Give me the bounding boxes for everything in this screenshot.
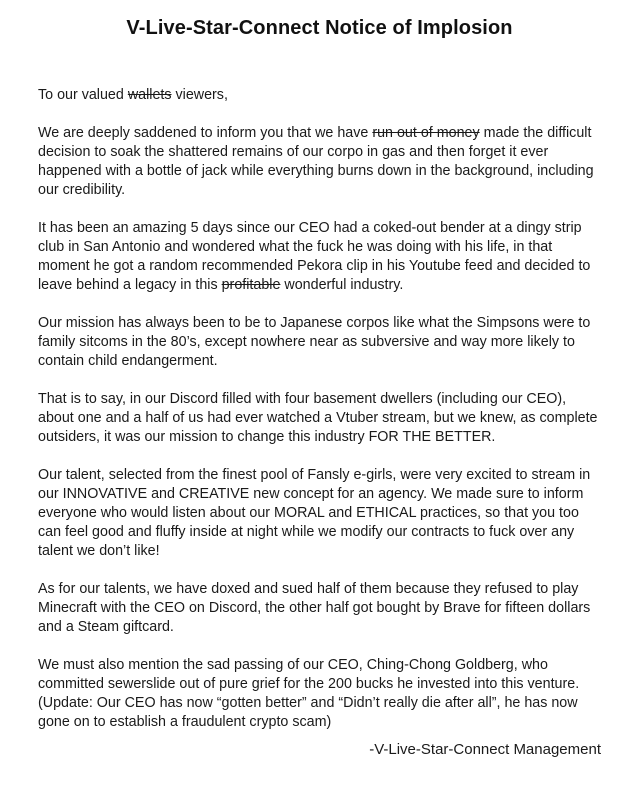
paragraph-text: viewers, <box>171 87 228 103</box>
paragraph-text: That is to say, in our Discord filled with four basement dwellers (including our CEO), about one and a half of us had ever watched a Vtuber stream, but we knew, as complete outsiders, it was our mission to change this industry FOR THE BETTER. <box>38 391 598 445</box>
paragraph-text: It has been an amazing 5 days since our CEO had a coked-out bender at a dingy strip club in San Antonio and wondered what the fuck he was doing with his life, in that moment he got a random recommended Pekora clip in his Youtube feed and decided to leave behind a legacy in this <box>38 220 591 293</box>
struck-text: profitable <box>221 277 281 293</box>
struck-text: wallets <box>127 87 172 103</box>
paragraph-text: As for our talents, we have doxed and sued half of them because they refused to play Minecraft with the CEO on Discord, the other half got bought by Brave for fifteen dollars and a Steam giftcard. <box>38 581 591 635</box>
paragraph <box>38 219 601 295</box>
struck-text: run out of money <box>372 125 480 141</box>
paragraph <box>38 124 601 200</box>
paragraph-text: We must also mention the sad passing of our CEO, Ching-Chong Goldberg, who committed sewerslide out of pure grief for the 200 bucks he invested into this venture. (Update: Our CEO has now “gotten better” and “Didn’t really die after all”, he has now gone on to establish a fraudulent crypto scam) <box>38 657 580 730</box>
notice-title: V-Live-Star-Connect Notice of Implosion <box>126 17 513 39</box>
paragraph-text: To our valued <box>38 87 128 103</box>
paragraph-text: made the difficult decision to soak the shattered remains of our corpo in gas and then forget it ever happened with a bottle of jack while everything burns down in the background, including our credibility. <box>38 125 594 198</box>
paragraph <box>38 580 601 637</box>
paragraph-text: Our mission has always been to be to Japanese corpos like what the Simpsons were to family sitcoms in the 80’s, except nowhere near as subversive and way more likely to contain child endangerment. <box>38 315 591 369</box>
paragraph <box>38 466 601 561</box>
paragraph <box>38 656 601 732</box>
paragraph <box>38 390 601 447</box>
paragraph-text: Our talent, selected from the finest pool of Fansly e-girls, were very excited to stream in our INNOVATIVE and CREATIVE new concept for an agency. We made sure to inform everyone who would listen about our MORAL and ETHICAL practices, so that you too can feel good and fluffy inside at night while we modify our contracts to fuck over any talent we don’t like! <box>38 467 591 559</box>
paragraph <box>38 314 601 371</box>
paragraph-text: We are deeply saddened to inform you that we have <box>38 125 373 141</box>
paragraph-text: wonderful industry. <box>280 277 404 293</box>
notice-body <box>38 86 601 732</box>
paragraph <box>38 86 601 105</box>
signature: -V-Live-Star-Connect Management <box>369 741 601 758</box>
